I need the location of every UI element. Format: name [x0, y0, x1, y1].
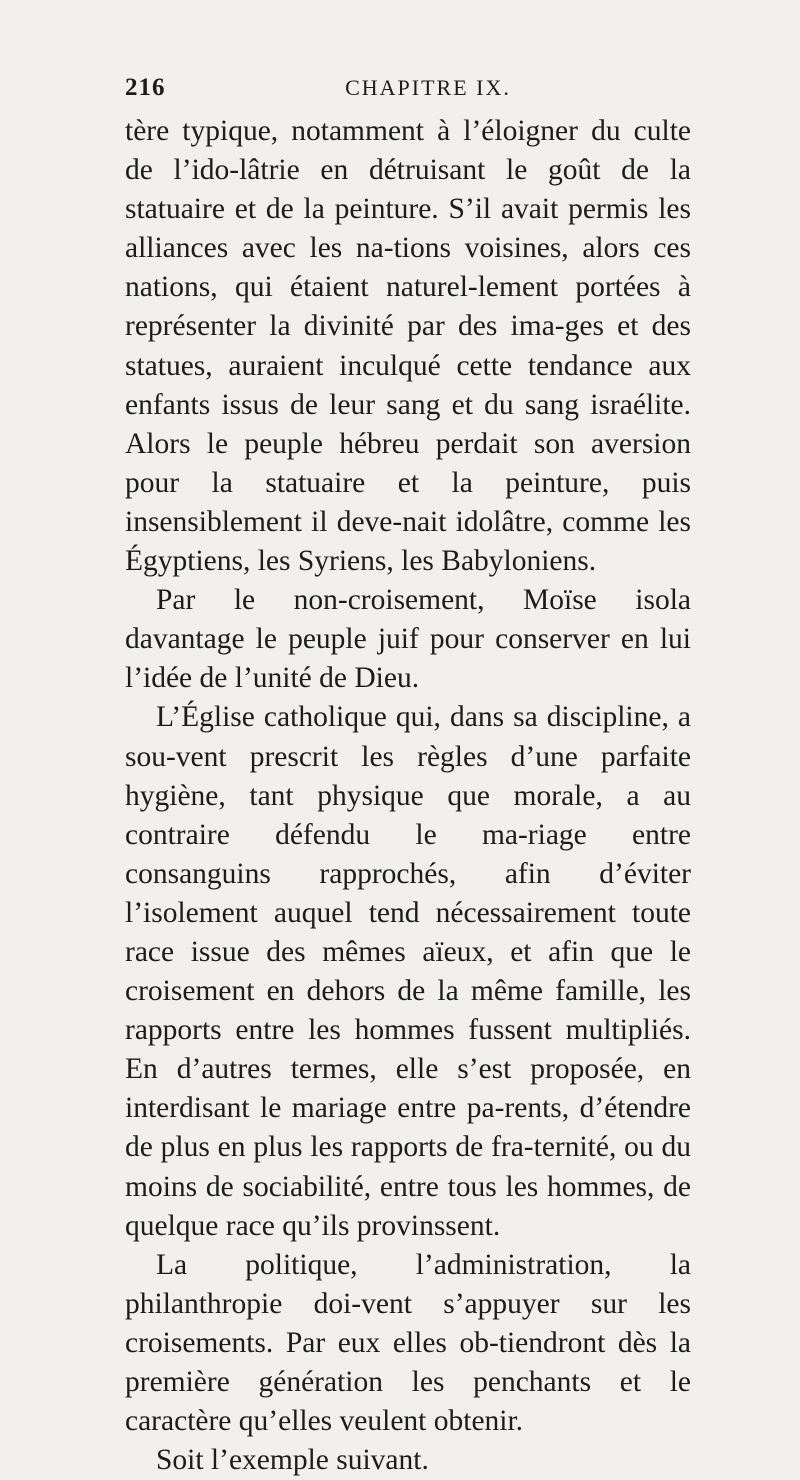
running-head	[125, 74, 691, 106]
paragraph-continued: tère typique, notamment à l’éloigner du culte de l’ido-lâtrie en détruisant le goût de la statuaire et de la peinture. S’il avait permis les alliances avec les na-tions voisines, alors ces nations, qui étaient naturel-lement portées à représenter la divinité par des ima-ges et des statues, auraient inculqué cette tendance aux enfants issus de leur sang et du sang israélite. Alors le peuple hébreu perdait son aversion pour la statuaire et la peinture, puis insensiblement il deve-nait idolâtre, comme les Égyptiens, les Syriens, les Babyloniens.	[125, 115, 691, 578]
paragraph: Par le non-croisement, Moïse isola davantage le peuple juif pour conserver en lui l’idée de l’unité de Dieu.	[125, 584, 691, 695]
chapter-title: CHAPITRE IX.	[345, 75, 511, 100]
paragraph: L’Église catholique qui, dans sa discipline, a sou-vent prescrit les règles d’une parfaite hygiène, tant physique que morale, a au contraire défendu le ma-riage entre consanguins rapprochés, afin d’éviter l’isolement auquel tend nécessairement toute race issue des mêmes aïeux, et afin que le croisement en dehors de la même famille, les rapports entre les hommes fussent multipliés. En d’autres termes, elle s’est proposée, en interdisant le mariage entre pa-rents, d’étendre de plus en plus les rapports de fra-ternité, ou du moins de sociabilité, entre tous les hommes, de quelque race qu’ils provinssent.	[125, 701, 691, 1242]
page-number: 216	[125, 74, 166, 101]
body-text	[125, 112, 691, 1480]
paragraph: Soit l’exemple suivant.	[156, 1444, 429, 1477]
paragraph: La politique, l’administration, la philanthropie doi-vent s’appuyer sur les croisements. Par eux elles ob-tiendront dès la première génération les penchants et le caractère qu’elles veulent obtenir.	[125, 1248, 691, 1438]
